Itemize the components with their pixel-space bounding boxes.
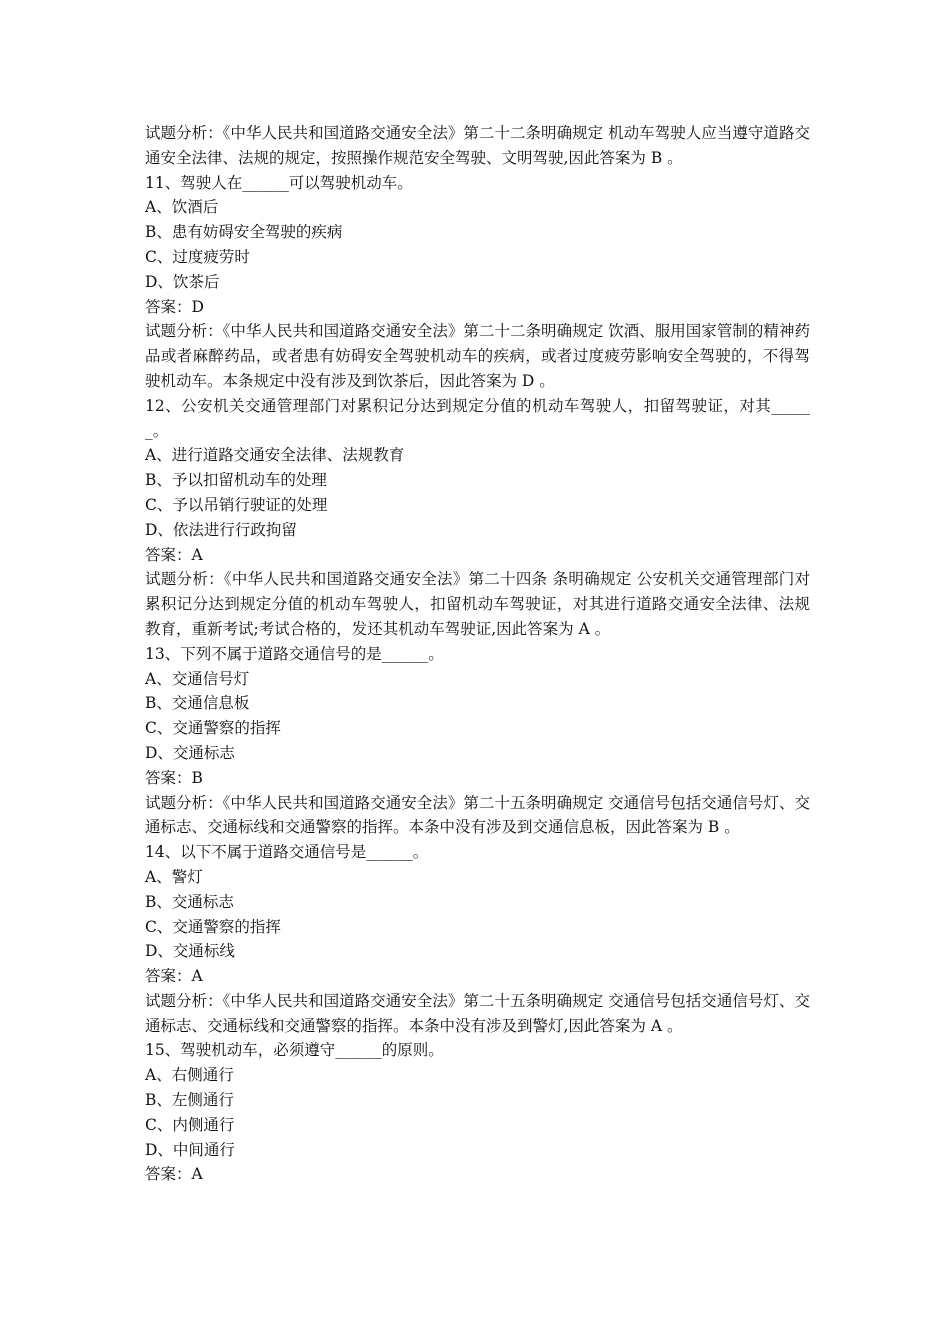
- option-b: B、交通标志: [145, 892, 234, 911]
- option-c: C、予以吊销行驶证的处理: [145, 495, 328, 514]
- analysis-text: 试题分析：《中华人民共和国道路交通安全法》第二十二条明确规定 机动车驾驶人应当遵守道路交通安全法律、法规的规定，按照操作规范安全驾驶、文明驾驶,因此答案为 B 。: [145, 124, 810, 167]
- option-a: A、交通信号灯: [145, 669, 250, 688]
- analysis-text: 试题分析：《中华人民共和国道路交通安全法》第二十五条明确规定 交通信号包括交通信号灯、交通标志、交通标线和交通警察的指挥。本条中没有涉及到交通信息板，因此答案为 B 。: [145, 793, 810, 837]
- option-d: D、交通标线: [145, 942, 235, 961]
- option-d: D、饮茶后: [145, 272, 220, 291]
- analysis-text: 试题分析：《中华人民共和国道路交通安全法》第二十二条明确规定 饮酒、服用国家管制的精神药品或者麻醉药品，或者患有妨碍安全驾驶机动车的疾病，或者过度疲劳影响安全驾驶的，不得驾驶机动车。本条规定中没有涉及到饮茶后，因此答案为 D 。: [145, 322, 810, 390]
- option-b: B、交通信息板: [145, 694, 250, 713]
- answer: 答案：A: [145, 545, 203, 564]
- answer: 答案：A: [145, 967, 203, 986]
- option-c: C、过度疲劳时: [145, 247, 250, 266]
- option-a: A、警灯: [145, 867, 203, 886]
- question-14: 14、以下不属于道路交通信号是______。: [145, 843, 429, 862]
- question-13: 13、下列不属于道路交通信号的是______。: [145, 644, 444, 663]
- option-a: A、饮酒后: [145, 198, 219, 217]
- option-c: C、内侧通行: [145, 1115, 235, 1134]
- answer: 答案：B: [145, 768, 203, 787]
- option-d: D、交通标志: [145, 743, 235, 762]
- option-b: B、左侧通行: [145, 1091, 234, 1110]
- option-c: C、交通警察的指挥: [145, 917, 281, 936]
- option-c: C、交通警察的指挥: [145, 719, 281, 738]
- question-11: 11、驾驶人在______可以驾驶机动车。: [145, 173, 413, 192]
- option-b: B、患有妨碍安全驾驶的疾病: [145, 223, 343, 242]
- analysis-text: 试题分析：《中华人民共和国道路交通安全法》第二十四条 条明确规定 公安机关交通管理部门对累积记分达到规定分值的机动车驾驶人，扣留机动车驾驶证，对其进行道路交通安全法律、法规教育，重新考试;考试合格的，发还其机动车驾驶证,因此答案为 A 。: [145, 570, 810, 638]
- option-a: A、右侧通行: [145, 1066, 234, 1085]
- question-12: 12、公安机关交通管理部门对累积记分达到规定分值的机动车驾驶人，扣留驾驶证，对其______。: [145, 396, 810, 440]
- answer: 答案：D: [145, 297, 204, 316]
- option-d: D、中间通行: [145, 1140, 235, 1159]
- option-b: B、予以扣留机动车的处理: [145, 471, 327, 490]
- question-15: 15、驾驶机动车，必须遵守______的原则。: [145, 1041, 444, 1060]
- option-a: A、进行道路交通安全法律、法规教育: [145, 446, 405, 465]
- document-page: [145, 121, 810, 1187]
- answer: 答案：A: [145, 1165, 203, 1184]
- option-d: D、依法进行行政拘留: [145, 520, 297, 539]
- analysis-text: 试题分析：《中华人民共和国道路交通安全法》第二十五条明确规定 交通信号包括交通信号灯、交通标志、交通标线和交通警察的指挥。本条中没有涉及到警灯,因此答案为 A 。: [145, 991, 810, 1035]
